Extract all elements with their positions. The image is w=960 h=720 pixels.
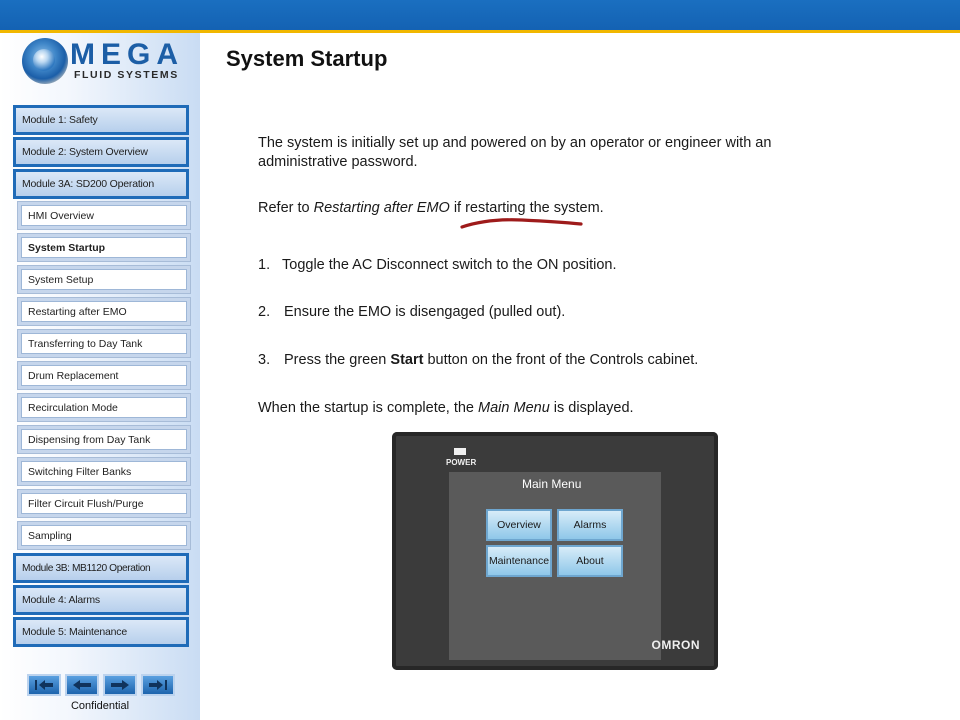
step-3: [258, 351, 698, 370]
completion-prefix: When the startup is complete, the: [258, 400, 479, 416]
omron-brand-label: OMRON: [651, 638, 700, 652]
step-bold-text: Start: [390, 352, 424, 368]
nav-label: Module 1: Safety: [16, 108, 186, 132]
page-title: System Startup: [226, 46, 388, 71]
nav-label: Module 3A: SD200 Operation: [16, 172, 186, 196]
nav-label: Filter Circuit Flush/Purge: [21, 493, 187, 514]
hmi-alarms-button: Alarms: [557, 509, 623, 541]
page-navigation: [27, 674, 175, 698]
nav-label: System Setup: [21, 269, 187, 290]
nav-module-1-safety[interactable]: [13, 105, 189, 135]
handwritten-underline-annotation: [460, 215, 584, 231]
nav-label: Transferring to Day Tank: [21, 333, 187, 354]
completion-italic: Main Menu: [478, 400, 550, 416]
intro-paragraph: The system is initially set up and powered on by an operator or engineer with an administrative password.: [258, 135, 772, 170]
logo-wordmark: MEGA: [70, 38, 184, 71]
step-number: 1.: [258, 257, 271, 273]
nav-transferring-to-day-tank[interactable]: [17, 329, 191, 358]
nav-module-3a-sd200-operation[interactable]: [13, 169, 189, 199]
nav-module-2-system-overview[interactable]: [13, 137, 189, 167]
logo-tagline: FLUID SYSTEMS: [74, 69, 179, 81]
power-label: POWER: [446, 458, 477, 467]
nav-label: HMI Overview: [21, 205, 187, 226]
nav-switching-filter-banks[interactable]: [17, 457, 191, 486]
first-page-button[interactable]: [27, 674, 61, 696]
refer-suffix: if restarting the system.: [449, 200, 604, 216]
nav-sampling[interactable]: [17, 521, 191, 550]
step-text: Toggle the AC Disconnect switch to the ON position.: [282, 257, 617, 273]
nav-label: Module 2: System Overview: [16, 140, 186, 164]
step-number: 2.: [258, 304, 271, 320]
nav-dispensing-from-day-tank[interactable]: [17, 425, 191, 454]
nav-filter-circuit-flush-purge[interactable]: [17, 489, 191, 518]
refer-prefix: Refer to: [258, 200, 314, 216]
previous-page-icon: [72, 679, 92, 691]
nav-label: Drum Replacement: [21, 365, 187, 386]
refer-link[interactable]: Restarting after EMO: [313, 200, 450, 216]
nav-label: Module 5: Maintenance: [16, 620, 186, 644]
hmi-screen-title: Main Menu: [522, 477, 582, 491]
nav-label: Dispensing from Day Tank: [21, 429, 187, 450]
logo-emblem-icon: [22, 38, 68, 84]
nav-hmi-overview[interactable]: [17, 201, 191, 230]
completion-suffix: is displayed.: [549, 400, 634, 416]
hmi-overview-button: Overview: [486, 509, 552, 541]
nav-label: Switching Filter Banks: [21, 461, 187, 482]
last-page-icon: [148, 679, 168, 691]
nav-system-setup[interactable]: [17, 265, 191, 294]
hmi-about-button: About: [557, 545, 623, 577]
nav-label: Recirculation Mode: [21, 397, 187, 418]
nav-module-5-maintenance[interactable]: [13, 617, 189, 647]
hmi-screen: [449, 472, 661, 660]
nav-restarting-after-emo[interactable]: [17, 297, 191, 326]
step-text-after: button on the front of the Controls cabinet.: [423, 352, 699, 368]
company-logo: [22, 38, 182, 90]
next-page-icon: [110, 679, 130, 691]
first-page-icon: [34, 679, 54, 691]
completion-paragraph: [258, 399, 634, 418]
nav-module-4-alarms[interactable]: [13, 585, 189, 615]
step-text: Press the green: [284, 352, 391, 368]
nav-label: Restarting after EMO: [21, 301, 187, 322]
top-banner: [0, 0, 960, 33]
step-1: [258, 256, 616, 275]
nav-recirculation-mode[interactable]: [17, 393, 191, 422]
last-page-button[interactable]: [141, 674, 175, 696]
nav-module-3b-mb1120-operation[interactable]: [13, 553, 189, 583]
confidential-label: Confidential: [70, 700, 130, 712]
step-number: 3.: [258, 352, 271, 368]
nav-label: Sampling: [21, 525, 187, 546]
nav-label: Module 3B: MB1120 Operation: [16, 556, 186, 580]
step-text: Ensure the EMO is disengaged (pulled out).: [284, 304, 566, 320]
step-2: [258, 303, 565, 322]
previous-page-button[interactable]: [65, 674, 99, 696]
nav-system-startup[interactable]: [17, 233, 191, 262]
nav-label: Module 4: Alarms: [16, 588, 186, 612]
hmi-panel-image: [392, 432, 718, 670]
power-indicator-icon: [454, 448, 466, 455]
next-page-button[interactable]: [103, 674, 137, 696]
hmi-maintenance-button: Maintenance: [486, 545, 552, 577]
nav-drum-replacement[interactable]: [17, 361, 191, 390]
nav-label: System Startup: [21, 237, 187, 258]
